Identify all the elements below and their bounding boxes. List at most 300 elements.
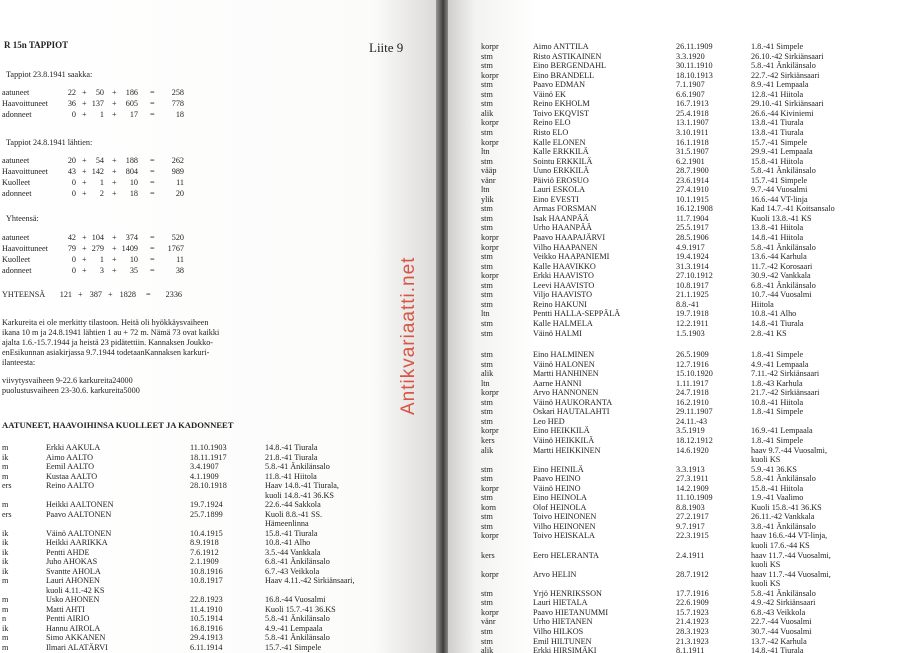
entry-place: 5.8.-41 Änkilänsalo — [751, 588, 816, 598]
section-title: Yhteensä: — [6, 214, 39, 223]
entry-place: 10.7.-44 Vuosalmi — [751, 290, 812, 300]
plus-sign: + — [82, 167, 87, 176]
entry-date: 4.1.1909 — [190, 471, 219, 481]
entry-rank: korpr — [481, 483, 499, 493]
entry-rank: stm — [481, 493, 493, 503]
entry-rank: stm — [481, 99, 493, 109]
stat-value-b: 142 — [91, 167, 104, 176]
entry-rank: ik — [2, 452, 9, 462]
stat-value-c: 10 — [129, 178, 138, 187]
entry-place: 10.8.-41 Hiitola — [751, 397, 804, 407]
entry-place: 2.8.-41 KS — [751, 328, 787, 338]
entry-date: 16.12.1908 — [676, 204, 713, 214]
stat-total: 989 — [171, 167, 184, 176]
entry-date: 28.5.1906 — [676, 233, 709, 242]
entry-date: 2.1.1909 — [190, 557, 219, 566]
grand-total-label: YHTEENSÄ — [2, 290, 46, 299]
entry-place: 22.6.-44 Sakkola — [265, 500, 321, 509]
entry-name: Oskari HAUTALAHTI — [533, 407, 610, 417]
entry-name: Viljo HAAVISTO — [533, 290, 593, 300]
entry-name: Kustaa AALTO — [46, 471, 98, 481]
stat-total: 38 — [175, 266, 184, 275]
entry-place: 1.8.-43 Karhula — [751, 378, 803, 388]
entry-name: Martti HEIKKINEN — [533, 445, 601, 455]
plus-sign: + — [82, 110, 87, 119]
entry-place: 15.8.-41 Hiitola — [751, 483, 804, 493]
entry-name: Paavo HEINO — [533, 474, 581, 484]
stat-label: adonneet — [2, 189, 32, 198]
entry-place: 5.8.-41 Änkilänsalo — [751, 474, 816, 484]
entry-place: Haav 4.11.-42 Sirkiänsaari, — [265, 576, 355, 585]
entry-place: 13.8.-41 Tiurala — [751, 118, 804, 128]
entry-date: 31.3.1914 — [676, 261, 709, 271]
entry-date: 8.9.1918 — [190, 538, 219, 547]
plus-sign: + — [82, 99, 87, 108]
entry-rank: stm — [481, 359, 493, 369]
entry-place: 1.8.-41 Simpele — [751, 435, 804, 445]
stat-value-c: 188 — [125, 156, 138, 165]
entry-rank: stm — [481, 299, 493, 309]
entry-rank: stm — [481, 80, 493, 90]
stat-total: 520 — [171, 233, 184, 242]
entry-date: 24.11.-43 — [676, 416, 708, 426]
entry-name: Erkki HAAVISTO — [533, 271, 594, 281]
entry-rank: m — [2, 471, 9, 481]
entry-rank: stm — [481, 89, 493, 99]
entry-rank: stm — [481, 350, 493, 359]
grand-total-b: 387 — [89, 290, 102, 299]
entry-rank: korpr — [481, 271, 499, 281]
entry-rank: stm — [481, 51, 493, 61]
entry-name: Reino AALTO — [46, 481, 94, 490]
stat-label: Kuolleet — [2, 178, 31, 187]
grand-total-c: 1828 — [119, 290, 136, 299]
plus-sign: + — [82, 156, 87, 165]
entry-place: 5.8.-41 Änkilänsalo — [751, 166, 816, 176]
entry-date: 22.6.1909 — [676, 598, 709, 608]
note-line: ikana 10 m ja 24.8.1941 lähtien 1 au + 72 m. Nämä 73 ovat kaikki — [2, 328, 220, 337]
entry-place: 26.6.-44 Kiviniemi — [751, 108, 814, 118]
entry-date: 13.1.1907 — [676, 118, 709, 128]
entry-name: Heikki AARIKKA — [46, 538, 108, 547]
stat-total: 11 — [176, 178, 184, 187]
entry-place: 6.8.-43 Veikkola — [751, 607, 806, 617]
stat-value-c: 1409 — [121, 244, 138, 253]
stat-total: 778 — [171, 99, 184, 108]
entry-rank: stm — [481, 512, 493, 522]
entry-date: 15.10.1920 — [676, 369, 713, 379]
note-line: Karkureita ei ole merkitty tilastoon. Heitä oli hyökkäysvaiheen — [2, 318, 209, 327]
entry-date: 19.7.1924 — [190, 500, 223, 509]
entry-name: Päiviö EROSUO — [533, 175, 589, 185]
entry-name: Vilho HAAPANEN — [533, 242, 598, 252]
entry-place: 21.8.-41 Tiurala — [265, 452, 318, 462]
entry-rank: korpr — [481, 242, 499, 252]
stat-value-a: 0 — [71, 255, 76, 264]
page-heading: R 15n TAPPIOT — [4, 40, 69, 50]
entry-name: Paavo AALTONEN — [46, 509, 112, 519]
note-line: enEsikunnan asiakirjassa 9.7.1944 todetaanKannaksen karkuri- — [2, 348, 210, 357]
stat-value-b: 1 — [99, 178, 104, 187]
entry-rank: stm — [481, 588, 493, 598]
entry-rank: stm — [481, 280, 493, 290]
entry-place: Hämeenlinna — [265, 519, 309, 528]
stat-label: Haavoittuneet — [2, 99, 48, 108]
plus-sign: + — [82, 88, 87, 97]
entry-date: 28.7.1900 — [676, 166, 709, 176]
entry-name: Ilmari ALATÄRVI — [46, 642, 108, 652]
entry-rank: stm — [481, 127, 493, 137]
entry-date: 18.10.1913 — [676, 70, 713, 80]
entry-date: 25.5.1917 — [676, 223, 709, 233]
entry-name: Pentti AIRIO — [46, 614, 90, 623]
entry-name: Väinö HALMI — [533, 328, 582, 338]
stat-label: adonneet — [2, 266, 32, 275]
equals-sign: = — [150, 167, 155, 176]
equals-sign: = — [150, 255, 155, 264]
entry-name: Isak HAANPÄÄ — [533, 213, 589, 223]
stat-total: 258 — [171, 88, 184, 97]
entry-place: 5.8.-41 Änkilänsalo — [265, 633, 330, 642]
entry-date: 22.8.1923 — [190, 595, 223, 604]
entry-date: 11.4.1910 — [190, 604, 223, 614]
entry-place: 6.8.-41 Änkilänsalo — [751, 280, 816, 290]
entry-rank: ers — [2, 509, 12, 519]
entry-name: Aarne HANNI — [533, 378, 582, 388]
entry-rank: stm — [481, 252, 493, 262]
stat-value-b: 104 — [91, 233, 104, 242]
entry-name: Svantte AHOLA — [46, 566, 101, 576]
entry-date: 28.3.1923 — [676, 626, 709, 636]
stat-label: aatuneet — [2, 88, 30, 97]
stat-value-b: 1 — [99, 110, 104, 119]
entry-place: 14.8.-41 Tiurala — [265, 443, 318, 452]
entry-date: 29.11.1907 — [676, 407, 713, 417]
entry-place: 15.8.-41 Tiurala — [265, 528, 318, 538]
entry-place: Hiitola — [751, 299, 774, 309]
entry-rank: kers — [481, 550, 495, 560]
equals-sign: = — [150, 110, 155, 119]
entry-place: 30.7.-44 Vuosalmi — [751, 626, 812, 636]
entry-date: 18.12.1912 — [676, 435, 713, 445]
stat-value-c: 804 — [125, 167, 138, 176]
plus-sign: + — [112, 88, 117, 97]
entry-place: kuoli 17.6.-44 KS — [751, 541, 810, 550]
entry-name: Pentti AHDE — [46, 547, 90, 557]
entry-date: 3.10.1911 — [676, 127, 709, 137]
entry-rank: stm — [481, 261, 493, 271]
entry-name: Matti AHTI — [46, 604, 85, 614]
entry-place: 10.8.-41 Alho — [751, 309, 797, 319]
entry-rank: ltn — [481, 309, 490, 319]
entry-place: 7.11.-42 Sirkiänsaari — [751, 369, 820, 379]
section-title: Tappiot 23.8.1941 saakka: — [6, 70, 93, 79]
entry-rank: m — [2, 462, 9, 471]
entry-date: 21.4.1923 — [676, 617, 709, 627]
entry-rank: m — [2, 500, 9, 509]
entry-place: haav 9.7.-44 Vuosalmi, — [751, 445, 827, 455]
entry-date: 10.1.1915 — [676, 194, 709, 204]
entry-date: 14.2.1909 — [676, 483, 709, 493]
entry-rank: korn — [481, 502, 497, 512]
entry-date: 6.11.1914 — [190, 642, 223, 652]
entry-place: 14.8.-41 Tiurala — [751, 318, 804, 328]
entry-place: 8.9.-41 Lempaala — [751, 80, 809, 90]
entry-date: 3.3.1913 — [676, 464, 705, 474]
entry-name: Väinö HAUKORANTA — [533, 397, 613, 407]
entry-name: Erkki AAKULA — [46, 443, 101, 452]
plus-sign: + — [112, 233, 117, 242]
entry-place: 29.9.-41 Lempaala — [751, 147, 813, 157]
entry-place: 1.8.-41 Simpele — [751, 350, 804, 359]
entry-rank: stm — [481, 474, 493, 484]
entry-rank: ltn — [481, 147, 490, 157]
entry-date: 11.7.1904 — [676, 213, 709, 223]
plus-sign: + — [112, 167, 117, 176]
entry-place: 3.5.-44 Vankkala — [265, 547, 321, 557]
equals-sign: = — [146, 290, 151, 299]
entry-place: 13.8.-41 Hiitola — [751, 223, 804, 233]
entry-rank: vääp — [481, 166, 497, 176]
entry-rank: korpr — [481, 137, 499, 147]
entry-date: 25.7.1899 — [190, 509, 223, 519]
entry-rank: stm — [481, 464, 493, 474]
note-line: ilanteesta: — [2, 358, 36, 367]
entry-place: 15.7.-41 Simpele — [751, 137, 808, 147]
entry-name: Risto ASTIKAINEN — [533, 51, 602, 61]
equals-sign: = — [150, 88, 155, 97]
equals-sign: = — [150, 244, 155, 253]
entry-rank: stm — [481, 397, 493, 407]
entry-date: 1.5.1903 — [676, 328, 705, 338]
entry-name: Pentti HALLA-SEPPÄLÄ — [533, 309, 621, 319]
entry-place: Kuoli 13.8.-41 KS — [751, 213, 812, 223]
section-heading: AATUNEET, HAAVOIHINSA KUOLLEET JA KADONNEET — [2, 420, 234, 430]
stat-total: 11 — [176, 255, 184, 264]
entry-place: 15.7.-41 Simpele — [751, 175, 808, 185]
entry-name: Reino ELO — [533, 118, 571, 128]
stat-value-a: 0 — [71, 110, 76, 119]
entry-date: 26.5.1909 — [676, 350, 709, 359]
plus-sign: + — [112, 99, 117, 108]
plus-sign: + — [112, 178, 117, 187]
watermark-text: Antikvariaatti.net — [398, 256, 419, 415]
entry-date: 23.6.1914 — [676, 175, 709, 185]
entry-place: 26.11.-42 Vankkala — [751, 512, 815, 522]
entry-date: 3.5.1919 — [676, 426, 705, 436]
entry-rank: m — [2, 633, 9, 642]
equals-sign: = — [150, 99, 155, 108]
entry-name: Eino HALMINEN — [533, 350, 595, 359]
entry-rank: alik — [481, 108, 494, 118]
entry-place: 1.8.-41 Simpele — [751, 42, 804, 51]
entry-place: kuoli KS — [751, 579, 781, 589]
grand-total-a: 121 — [59, 290, 72, 299]
plus-sign: + — [112, 255, 117, 264]
entry-name: Eino HEINOLA — [533, 493, 587, 503]
entry-date: 19.4.1924 — [676, 252, 709, 262]
equals-sign: = — [150, 233, 155, 242]
entry-rank: ltn — [481, 378, 490, 388]
entry-place: 1.8.-41 Simpele — [751, 407, 804, 417]
equals-sign: = — [150, 178, 155, 187]
entry-name: Leo HED — [533, 416, 565, 426]
entry-place: 5.8.-41 Änkilänsalo — [751, 61, 816, 71]
entry-place: Kuoli 15.7.-41 36.KS — [265, 604, 336, 614]
entry-place: 6.7.-43 Veikkola — [265, 566, 320, 576]
stat-label: Kuolleet — [2, 255, 31, 264]
entry-name: Urho HIETANEN — [533, 617, 593, 627]
entry-rank: korpr — [481, 42, 499, 51]
entry-place: 16.9.-41 Lempaala — [751, 426, 813, 436]
entry-name: Urho HAANPÄÄ — [533, 223, 592, 233]
entry-date: 3.4.1907 — [190, 462, 219, 471]
entry-place: Kuoli 15.8.-41 36.KS — [751, 502, 822, 512]
entry-name: Lauri AHONEN — [46, 576, 100, 585]
entry-rank: stm — [481, 636, 493, 646]
stat-value-c: 17 — [129, 110, 138, 119]
entry-date: 30.11.1910 — [676, 61, 713, 71]
entry-name: Arvo HELIN — [533, 569, 577, 579]
entry-name: Eemil AALTO — [46, 462, 94, 471]
entry-rank: korpr — [481, 426, 499, 436]
entry-date: 31.5.1907 — [676, 147, 709, 157]
entry-name: Kalle ERKKILÄ — [533, 147, 589, 157]
entry-place: haav 16.6.-44 VT-linja, — [751, 531, 828, 541]
entry-rank: ik — [2, 538, 9, 547]
entry-date: 4.9.1917 — [676, 242, 705, 252]
entry-date: 19.7.1918 — [676, 309, 709, 319]
plus-sign: + — [82, 189, 87, 198]
entry-date: 8.8.1903 — [676, 502, 705, 512]
entry-rank: ltn — [481, 185, 490, 195]
entry-place: 30.9.-42 Vankkala — [751, 271, 811, 281]
entry-date: 6.2.1901 — [676, 156, 705, 166]
entry-date: 21.3.1923 — [676, 636, 709, 646]
stat-value-c: 605 — [125, 99, 138, 108]
entry-name: Hannu AIROLA — [46, 623, 101, 633]
stat-value-b: 1 — [99, 255, 104, 264]
appendix-label: Liite 9 — [369, 40, 404, 55]
entry-date: 26.11.1909 — [676, 42, 713, 51]
entry-place: 29.10.-41 Sirkiänsaari — [751, 99, 824, 109]
stat-label: Haavoittuneet — [2, 167, 48, 176]
stat-value-b: 279 — [91, 244, 104, 253]
entry-rank: n — [2, 614, 7, 623]
entry-rank: alik — [481, 646, 494, 653]
entry-name: Erkki HIRSIMÄKI — [533, 646, 597, 653]
plus-sign: + — [82, 266, 87, 275]
stat-value-c: 35 — [129, 266, 138, 275]
entry-rank: stm — [481, 318, 493, 328]
entry-name: Eino HEIKKILÄ — [533, 426, 590, 436]
stat-label: Haavoittuneet — [2, 244, 48, 253]
entry-name: Eino BERGENDAHL — [533, 61, 606, 71]
stat-value-c: 186 — [125, 88, 138, 97]
entry-rank: m — [2, 595, 9, 604]
entry-date: 10.4.1915 — [190, 528, 223, 538]
stat-total: 18 — [175, 110, 184, 119]
entry-place: haav 11.7.-44 Vuosalmi, — [751, 550, 831, 560]
entry-rank: stm — [481, 521, 493, 531]
entry-rank: vänr — [481, 175, 496, 185]
entry-date: 7.6.1912 — [190, 547, 219, 557]
plus-sign: + — [82, 178, 87, 187]
plus-sign: + — [112, 244, 117, 253]
equals-sign: = — [150, 189, 155, 198]
entry-date: 28.7.1912 — [676, 569, 709, 579]
entry-name: Lauri ESKOLA — [533, 185, 586, 195]
stat-value-a: 36 — [67, 99, 76, 108]
note-line: puolustusvaiheen 23-30.6. karkureita5000 — [2, 386, 140, 395]
entry-name: Leevi HAAVISTO — [533, 280, 595, 290]
entry-place: Haav 14.8.-41 Tiurala, — [265, 481, 339, 490]
plus-sign: + — [82, 233, 87, 242]
entry-date: 27.10.1912 — [676, 271, 713, 281]
stat-total: 1767 — [167, 244, 184, 253]
entry-rank: stm — [481, 61, 493, 71]
entry-rank: ylik — [481, 194, 494, 204]
entry-rank: korpr — [481, 607, 499, 617]
entry-place: 12.8.-41 Hiitola — [751, 89, 804, 99]
entry-name: Eino EVESTI — [533, 194, 579, 204]
entry-name: Simo AKKANEN — [46, 633, 106, 642]
note-line: ajalta 1.6.-15.7.1944 ja heistä 23 pidätettiin. Kannaksen Joukko- — [2, 338, 214, 347]
entry-rank: korpr — [481, 70, 499, 80]
stat-value-c: 18 — [129, 189, 138, 198]
entry-date: 1.11.1917 — [676, 378, 709, 388]
entry-name: Reino HAKUNI — [533, 299, 587, 309]
entry-place: 5.8.-41 Änkilänsalo — [265, 462, 330, 471]
left-page — [0, 0, 440, 653]
entry-rank: ers — [2, 481, 12, 490]
entry-place: 13.6.-44 Karhula — [751, 252, 807, 262]
entry-place: 14.8.-41 Hiitola — [751, 233, 804, 242]
entry-date: 8.8.-41 — [676, 299, 700, 309]
entry-rank: alik — [481, 369, 494, 379]
entry-name: Arvo HANNONEN — [533, 388, 599, 398]
entry-date: 12.7.1916 — [676, 359, 709, 369]
entry-name: Aimo ANTTILA — [533, 42, 589, 51]
entry-name: Kalle HALMELA — [533, 318, 593, 328]
entry-place: Kad 14.7.-41 Koitsansalo — [751, 204, 835, 214]
entry-rank: stm — [481, 213, 493, 223]
entry-place: 10.8.-41 Alho — [265, 538, 311, 547]
entry-date: 11.10.1909 — [676, 493, 713, 503]
entry-rank: korpr — [481, 388, 499, 398]
entry-rank: stm — [481, 223, 493, 233]
entry-rank: korpr — [481, 233, 499, 242]
entry-place: 26.10.-42 Sirkiänsaari — [751, 51, 824, 61]
entry-name: Toivo HEISKALA — [533, 531, 595, 541]
entry-name: Kalle ELONEN — [533, 137, 586, 147]
entry-name: Heikki AALTONEN — [46, 500, 114, 509]
entry-name: Juho AHOKAS — [46, 557, 98, 566]
entry-place: 4.9.-41 Lempaala — [265, 623, 323, 633]
entry-rank: korpr — [481, 118, 499, 128]
stat-value-b: 2 — [99, 189, 104, 198]
entry-place: 6.8.-41 Änkilänsalo — [265, 557, 330, 566]
entry-place: 14.8.-41 Tiurala — [751, 646, 804, 653]
entry-name: Olof HEINOLA — [533, 502, 587, 512]
entry-name: Aimo AALTO — [46, 452, 94, 462]
entry-date: 25.4.1918 — [676, 108, 709, 118]
entry-name: Reino EKHOLM — [533, 99, 590, 109]
entry-date: 21.1.1925 — [676, 290, 709, 300]
entry-name: Emil HILTUNEN — [533, 636, 592, 646]
entry-name: Risto ELO — [533, 127, 569, 137]
entry-rank: ik — [2, 528, 9, 538]
